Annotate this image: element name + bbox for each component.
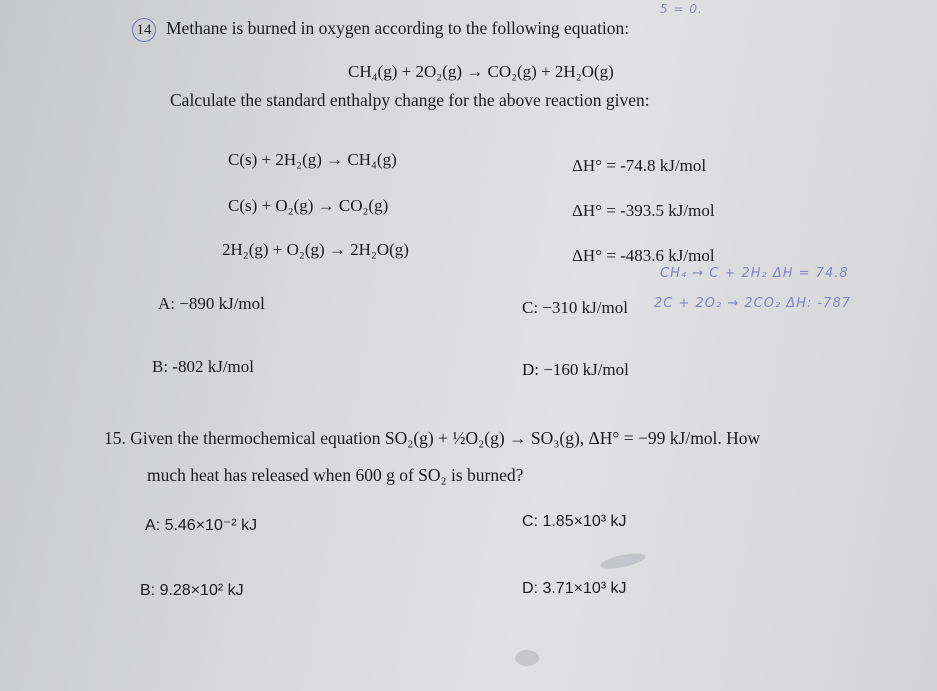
- handwritten-note-1: CH₄ → C + 2H₂ ΔH = 74.8: [660, 266, 849, 281]
- given-enthalpy-1: ΔH° = -74.8 kJ/mol: [572, 156, 707, 175]
- question-15-line1: 15. Given the thermochemical equation SO₂(g) + ½O₂(g) → SO₃(g), ΔH° = −99 kJ/mol. How: [104, 428, 761, 448]
- handwritten-note-2: 2C + 2O₂ → 2CO₂ ΔH: -787: [654, 296, 851, 311]
- main-equation: CH₄(g) + 2O₂(g) → CO₂(g) + 2H₂O(g): [348, 62, 614, 81]
- pen-smudge-lower: [515, 650, 539, 666]
- given-enthalpy-2: ΔH° = -393.5 kJ/mol: [572, 201, 715, 220]
- q14-option-c[interactable]: C: −310 kJ/mol: [522, 298, 628, 317]
- q15-option-b[interactable]: B: 9.28×10² kJ: [140, 582, 244, 599]
- given-equation-2: C(s) + O₂(g) → CO₂(g): [228, 196, 389, 215]
- given-enthalpy-3: ΔH° = -483.6 kJ/mol: [572, 246, 715, 265]
- q15-option-c[interactable]: C: 1.85×10³ kJ: [522, 513, 627, 530]
- margin-scribble: 5 = 0.: [660, 2, 703, 16]
- q15-option-d[interactable]: D: 3.71×10³ kJ: [522, 580, 627, 597]
- q15-option-a[interactable]: A: 5.46×10⁻² kJ: [145, 517, 258, 534]
- question-14-instruction: Calculate the standard enthalpy change for the above reaction given:: [170, 90, 650, 110]
- q14-option-b[interactable]: B: -802 kJ/mol: [152, 357, 255, 376]
- q14-option-d[interactable]: D: −160 kJ/mol: [522, 360, 629, 379]
- question-14-header: [132, 18, 629, 42]
- pen-smudge: [599, 550, 646, 571]
- q14-option-a[interactable]: A: −890 kJ/mol: [158, 294, 265, 313]
- question-15-line2: much heat has released when 600 g of SO₂ is burned?: [147, 465, 524, 485]
- given-equation-3: 2H₂(g) + O₂(g) → 2H₂O(g): [222, 240, 409, 259]
- given-equation-1: C(s) + 2H₂(g) → CH₄(g): [228, 150, 397, 169]
- question-number-circled: 14: [132, 18, 156, 42]
- question-14-prompt: Methane is burned in oxygen according to the following equation:: [166, 18, 630, 38]
